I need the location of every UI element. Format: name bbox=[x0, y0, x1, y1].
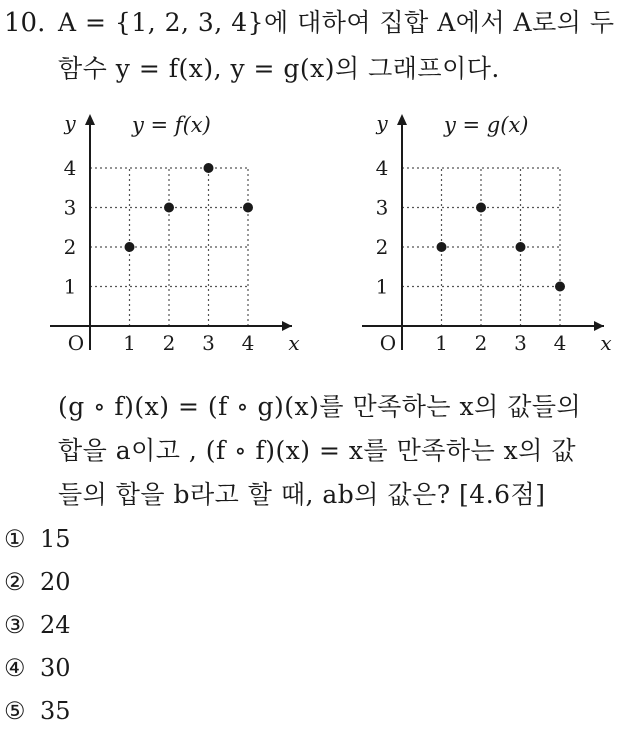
x-tick-label: 2 bbox=[474, 331, 488, 355]
x-tick-label: 4 bbox=[241, 331, 255, 355]
y-tick-label: 1 bbox=[375, 274, 389, 299]
option-value: 15 bbox=[40, 525, 71, 553]
data-point bbox=[204, 164, 213, 173]
x-tick-label: 3 bbox=[202, 331, 215, 355]
option-mark: ① bbox=[4, 525, 26, 553]
condition-line-1: (g ∘ f)(x) = (f ∘ g)(x)를 만족하는 x의 값들의 bbox=[58, 392, 582, 421]
option-mark: ② bbox=[4, 568, 26, 596]
graph-title: y = f(x) bbox=[132, 113, 211, 137]
x-tick-label: 1 bbox=[123, 331, 136, 355]
x-axis-label: x bbox=[288, 331, 300, 355]
y-axis-label: y bbox=[64, 111, 76, 135]
x-axis-arrow-icon bbox=[282, 321, 292, 331]
graph-g bbox=[362, 108, 632, 358]
origin-label: O bbox=[67, 331, 85, 355]
x-tick-label: 1 bbox=[435, 331, 448, 355]
option-mark: ⑤ bbox=[4, 697, 26, 725]
graph-title: y = g(x) bbox=[444, 113, 529, 137]
y-tick-label: 2 bbox=[63, 235, 77, 259]
option-3[interactable] bbox=[4, 610, 71, 640]
question-line-2: 함수 y = f(x), y = g(x)의 그래프이다. bbox=[58, 54, 500, 83]
y-axis-label: y bbox=[376, 111, 388, 135]
x-axis-arrow-icon bbox=[594, 321, 604, 331]
y-axis-arrow-icon bbox=[85, 114, 95, 125]
y-tick-label: 3 bbox=[63, 195, 77, 220]
x-tick-label: 3 bbox=[514, 331, 527, 355]
condition-line-3: 들의 합을 b라고 할 때, ab의 값은? [4.6점] bbox=[58, 480, 546, 509]
y-axis-arrow-icon bbox=[397, 114, 407, 125]
x-tick-label: 4 bbox=[553, 331, 567, 355]
option-1[interactable] bbox=[4, 524, 71, 554]
condition-line-2: 합을 a이고 , (f ∘ f)(x) = x를 만족하는 x의 값 bbox=[58, 436, 576, 465]
option-2[interactable] bbox=[4, 567, 71, 597]
data-point bbox=[165, 203, 174, 212]
data-point bbox=[516, 243, 525, 252]
data-point bbox=[244, 203, 253, 212]
x-tick-label: 2 bbox=[162, 331, 176, 355]
y-tick-label: 3 bbox=[375, 195, 389, 220]
question-number: 10. bbox=[4, 8, 46, 38]
y-tick-label: 2 bbox=[375, 235, 389, 259]
data-point bbox=[556, 282, 565, 291]
option-value: 24 bbox=[40, 611, 71, 639]
x-axis-label: x bbox=[600, 331, 612, 355]
data-point bbox=[437, 243, 446, 252]
question-line-1: A = {1, 2, 3, 4}에 대하여 집합 A에서 A로의 두 bbox=[58, 8, 615, 37]
y-tick-label: 4 bbox=[63, 156, 77, 180]
option-mark: ③ bbox=[4, 611, 26, 639]
data-point bbox=[477, 203, 486, 212]
origin-label: O bbox=[379, 331, 397, 355]
option-value: 20 bbox=[40, 568, 71, 596]
option-4[interactable] bbox=[4, 653, 71, 683]
data-point bbox=[125, 243, 134, 252]
y-tick-label: 1 bbox=[63, 274, 77, 299]
y-tick-label: 4 bbox=[375, 156, 389, 180]
option-value: 30 bbox=[40, 654, 71, 682]
graph-f bbox=[50, 108, 320, 358]
option-value: 35 bbox=[40, 697, 71, 725]
option-5[interactable] bbox=[4, 696, 71, 726]
option-mark: ④ bbox=[4, 654, 26, 682]
